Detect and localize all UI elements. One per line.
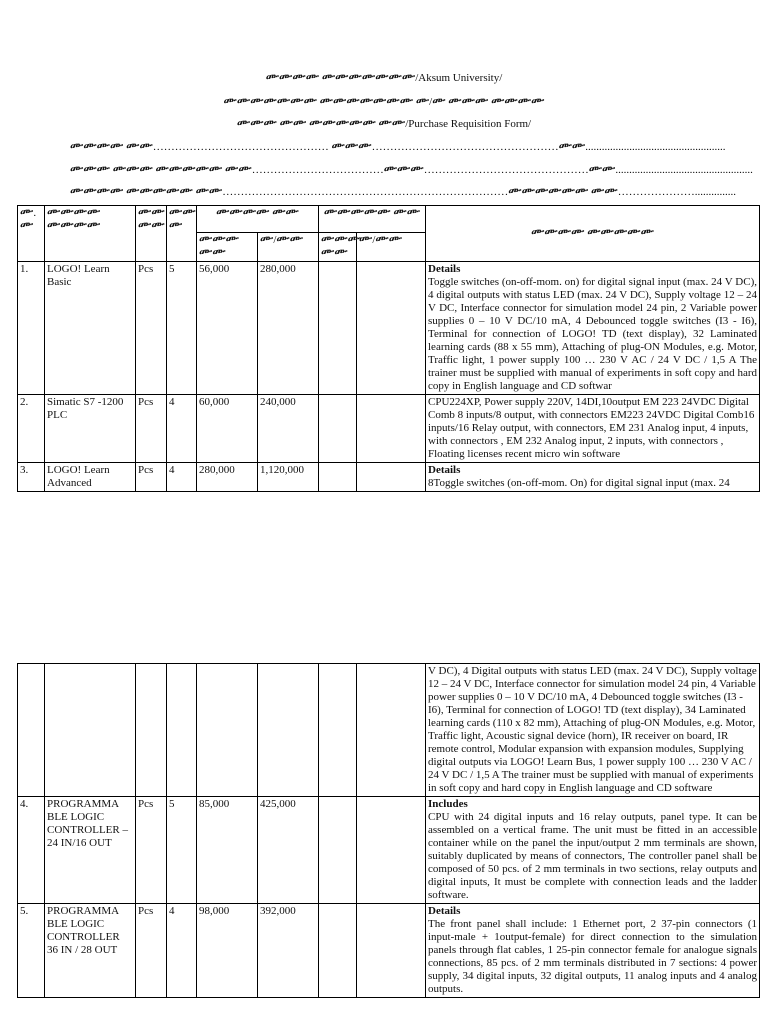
desc-title: Details <box>428 905 461 917</box>
desc-text: Toggle switches (on-off-mom. on) for digital signal input (max. 24 V DC), 4 digital outputs with status LED (max. 24 V DC), Supply voltage 12 – 24 V DC, Interface connector for simulation model 24 pin, 2 Variable power supplies 0 – 10 V DC/10 mA, 4 Debounced toggle switches (I3 - I6), Terminal for connection of LOGO! TD (text display), 32 Laminated learning cards (88 x 55 mm), Attaching of plug-ON Modules, e.g. Motor, Traffic light, 1 power supply 100 … 230 V AC / 24 V DC / 1,5 A The trainer must be supplied with manual of experiments in soft copy and hard copy in English language and CD softwar <box>428 276 757 392</box>
row-unit: Pcs <box>136 262 167 395</box>
col-actual-unit-price-header: ᎀᎀᎀ ᎀᎀ <box>319 233 357 262</box>
row-unit-price <box>197 664 258 797</box>
table-row <box>18 395 760 463</box>
row-actual-total <box>357 463 426 492</box>
table-row <box>18 797 760 904</box>
table-row <box>18 664 760 797</box>
table-row <box>18 904 760 998</box>
row-total: 240,000 <box>258 395 319 463</box>
row-item: Simatic S7 -1200 PLC <box>45 395 136 463</box>
row-actual-total <box>357 262 426 395</box>
row-description <box>426 463 760 492</box>
row-actual-unit-price <box>319 395 357 463</box>
info-row-3: ᎀᎀᎀᎀ ᎀᎀᎀᎀᎀ ᎀᎀ……………………………………………………………………ᎀᎀᎀᎀᎀᎀ ᎀᎀ…………………............... <box>70 186 736 198</box>
desc-title: Details <box>428 464 461 476</box>
row-qty: 4 <box>167 904 197 998</box>
row-unit <box>136 664 167 797</box>
desc-text: The front panel shall include: 1 Ethernet port, 2 37-pin connectors (1 input-male + 1output-female) for direct connection to the simulation panels through flat cables, 1 25-pin connector female for analogue signals connections, 85 pcs. of 2 mm terminals distributed in 7 sections: 4 power supply, 34 digital inputs, 32 digital outputs, 11 analog inputs and 4 analog outputs. <box>428 918 757 995</box>
row-description-continued: V DC), 4 Digital outputs with status LED (max. 24 V DC), Supply voltage 12 – 24 V DC, Interface connector for simulation model 24 pin, 4 Variable power supplies 0 – 10 V DC/10 mA, 4 Debounced toggle switches (I3 - I6), Terminal for connection of LOGO! TD (text display), 34 Laminated learning cards (110 x 82 mm), Attaching of plug-ON Modules, e.g. Motor, Traffic light, Acoustic signal device (horn), IR receiver on board, IR remote control, Modular expansion with expansion modules, Supplying digital outputs via LOGO! Learn Bus, 1 power supply 100 … 230 V AC / 24 V DC / 1,5 A The trainer must be supplied with manual of experiments in soft copy and hard copy in English language and CD software <box>426 664 760 797</box>
row-no: 3. <box>18 463 45 492</box>
row-actual-total <box>357 904 426 998</box>
row-actual-unit-price <box>319 797 357 904</box>
col-total-header: ᎀ/ᎀᎀ <box>258 233 319 262</box>
row-unit-price: 280,000 <box>197 463 258 492</box>
desc-text: CPU with 24 digital inputs and 16 relay outputs, panel type. It can be assembled on a vertical frame. The unit must be fitted in an accessible container while on the panel the input/output 2 mm terminals are shown, suitably duplicated by means of connectors, The controller panel shall be composed of 50 pcs. of 2 mm terminals in two sections, relay outputs and digital inputs, It must be complete with connection leads and the ladder software. <box>428 811 757 901</box>
row-item: PROGRAMMA BLE LOGIC CONTROLLER – 24 IN/16 OUT <box>45 797 136 904</box>
info-row-1: ᎀᎀᎀᎀ ᎀᎀ………………………………………… ᎀᎀᎀ……………………………………………ᎀᎀ................................................... <box>70 141 726 153</box>
row-qty: 5 <box>167 797 197 904</box>
row-total: 280,000 <box>258 262 319 395</box>
row-actual-total <box>357 664 426 797</box>
row-actual-unit-price <box>319 904 357 998</box>
row-total: 392,000 <box>258 904 319 998</box>
row-item: LOGO! Learn Basic <box>45 262 136 395</box>
row-total: 425,000 <box>258 797 319 904</box>
row-qty: 5 <box>167 262 197 395</box>
row-unit: Pcs <box>136 395 167 463</box>
row-description <box>426 262 760 395</box>
row-no: 1. <box>18 262 45 395</box>
desc-title: Details <box>428 263 461 275</box>
row-description <box>426 904 760 998</box>
row-unit: Pcs <box>136 904 167 998</box>
table-row <box>18 463 760 492</box>
col-no-header: ᎀ. ᎀ <box>18 206 45 262</box>
col-actual-total-header: ᎀ/ᎀᎀ <box>357 233 426 262</box>
row-unit-price: 98,000 <box>197 904 258 998</box>
row-qty: 4 <box>167 463 197 492</box>
row-item: PROGRAMMA BLE LOGIC CONTROLLER 36 IN / 28 OUT <box>45 904 136 998</box>
row-description: CPU224XP, Power supply 220V, 14DI,10output EM 223 24VDC Digital Comb 8 inputs/8 output, with connectors EM223 24VDC Digital Comb16 inputs/16 Relay output, with connectors, EM 231 Analog input, 4 inputs, with connectors , EM 232 Analog input, 2 inputs, with connectors , Floating licenses recent micro win software <box>426 395 760 463</box>
row-no: 4. <box>18 797 45 904</box>
form-title: ᎀᎀᎀ ᎀᎀ ᎀᎀᎀᎀᎀ ᎀᎀ/Purchase Requisition Form/ <box>236 118 532 130</box>
col-qty-header: ᎀᎀ ᎀ <box>167 206 197 262</box>
col-estimated-header: ᎀᎀᎀᎀ ᎀᎀ <box>197 206 319 233</box>
info-row-2: ᎀᎀᎀ ᎀᎀᎀ ᎀᎀᎀᎀᎀ ᎀᎀ………………………………ᎀᎀᎀ………………………………………ᎀᎀ.................................................. <box>70 164 753 176</box>
row-no <box>18 664 45 797</box>
row-qty: 4 <box>167 395 197 463</box>
row-no: 5. <box>18 904 45 998</box>
col-item-header: ᎀᎀᎀᎀ ᎀᎀᎀᎀ <box>45 206 136 262</box>
row-no: 2. <box>18 395 45 463</box>
row-description <box>426 797 760 904</box>
requisition-table-2 <box>17 663 760 998</box>
requisition-table-1 <box>17 205 760 492</box>
row-actual-unit-price <box>319 262 357 395</box>
row-item: LOGO! Learn Advanced <box>45 463 136 492</box>
row-total: 1,120,000 <box>258 463 319 492</box>
table-row <box>18 262 760 395</box>
row-total <box>258 664 319 797</box>
row-unit-price: 56,000 <box>197 262 258 395</box>
department-title: ᎀᎀᎀᎀᎀᎀᎀ ᎀᎀᎀᎀᎀᎀᎀ ᎀ/ᎀ ᎀᎀᎀ ᎀᎀᎀᎀ <box>223 96 545 108</box>
row-actual-total <box>357 395 426 463</box>
col-unit-price-header: ᎀᎀᎀ ᎀᎀ <box>197 233 258 262</box>
row-actual-unit-price <box>319 463 357 492</box>
col-unit-header: ᎀᎀ ᎀᎀ <box>136 206 167 262</box>
row-unit: Pcs <box>136 463 167 492</box>
desc-text: 8Toggle switches (on-off-mom. On) for digital signal input (max. 24 <box>428 477 730 489</box>
row-actual-unit-price <box>319 664 357 797</box>
row-unit-price: 60,000 <box>197 395 258 463</box>
col-description-header: ᎀᎀᎀᎀ ᎀᎀᎀᎀᎀ <box>426 206 760 262</box>
row-qty <box>167 664 197 797</box>
row-actual-total <box>357 797 426 904</box>
university-title: ᎀᎀᎀᎀ ᎀᎀᎀᎀᎀᎀᎀ/Aksum University/ <box>265 72 503 84</box>
desc-title: Includes <box>428 798 468 810</box>
col-actual-header: ᎀᎀᎀᎀᎀ ᎀᎀ <box>319 206 426 233</box>
row-unit-price: 85,000 <box>197 797 258 904</box>
row-unit: Pcs <box>136 797 167 904</box>
row-item <box>45 664 136 797</box>
